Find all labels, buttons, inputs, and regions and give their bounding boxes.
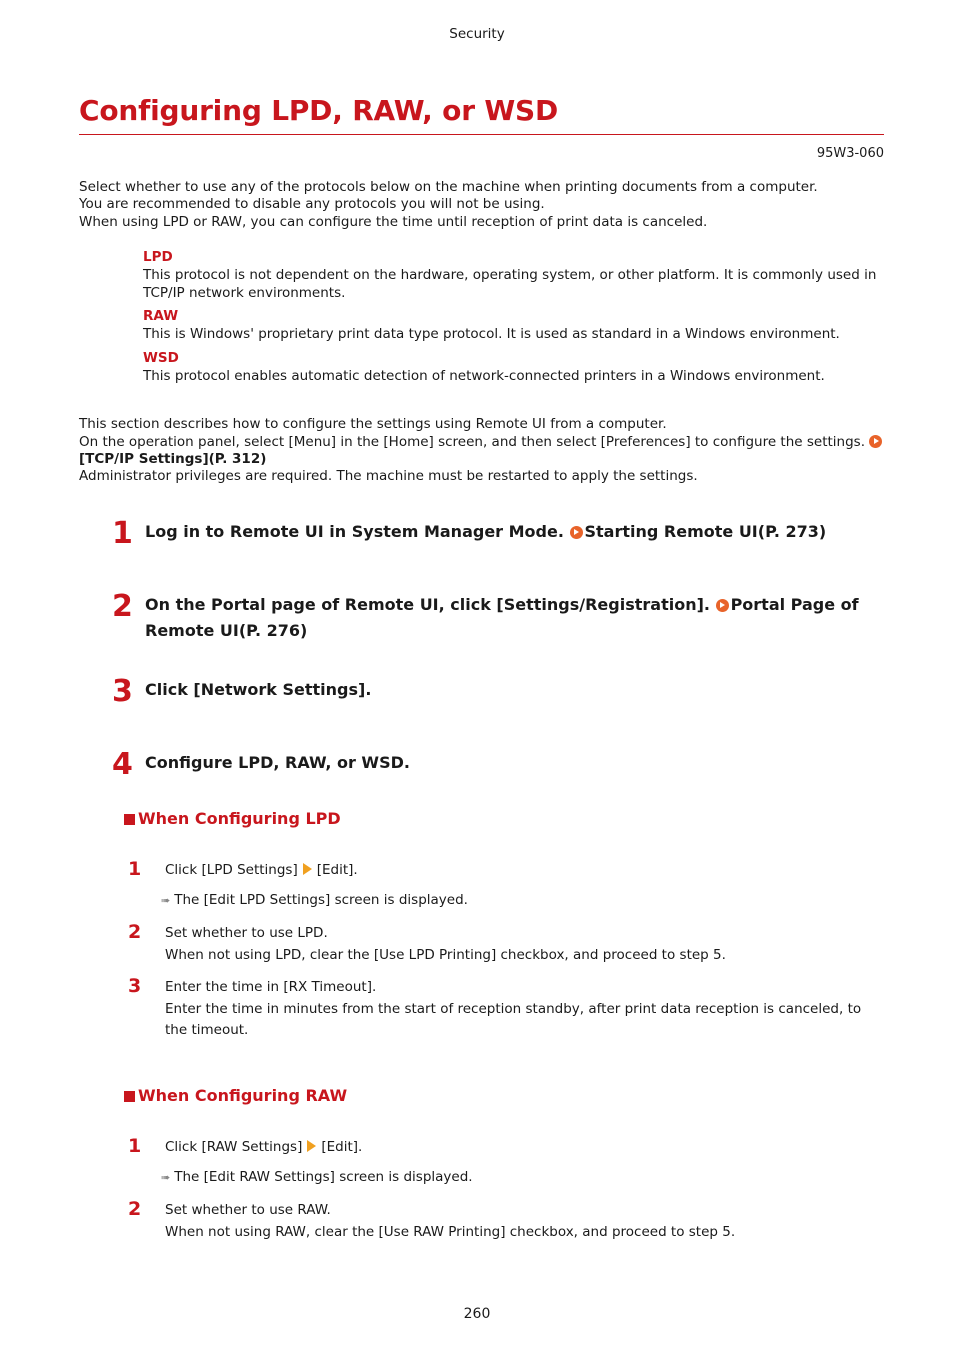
portal-page-link[interactable]: Portal Page of Remote UI(P. 276) (145, 595, 859, 640)
section-line-2-text: On the operation panel, select [Menu] in the [Home] screen, and then select [Preferences] to configure the settings. (79, 434, 866, 450)
raw-substep-1-a: Click [RAW Settings] (165, 1139, 303, 1155)
triangle-arrow-icon (303, 863, 312, 875)
intro-line-2: You are recommended to disable any protocols you will not be using. (79, 196, 545, 212)
lpd-result (161, 892, 468, 908)
term-wsd: WSD (143, 350, 179, 366)
link-arrow-icon (570, 526, 583, 539)
step-1 (145, 519, 865, 545)
step-number-4: 4 (112, 747, 133, 782)
square-bullet-icon (124, 1091, 135, 1102)
running-header: Security (449, 26, 505, 42)
page-title: Configuring LPD, RAW, or WSD (79, 94, 559, 127)
lpd-substep-number-3: 3 (128, 975, 142, 997)
title-rule (79, 134, 884, 135)
intro-line-3: When using LPD or RAW, you can configure the time until reception of print data is canceled. (79, 214, 708, 230)
step-number-1: 1 (112, 516, 133, 551)
step-2-text: On the Portal page of Remote UI, click [Settings/Registration]. (145, 595, 710, 614)
link-arrow-icon (869, 435, 882, 448)
lpd-heading (124, 809, 341, 828)
lpd-substep-1 (165, 860, 865, 882)
lpd-substep-3 (165, 977, 865, 1042)
term-lpd: LPD (143, 249, 173, 265)
lpd-substep-3-b: Enter the time in minutes from the start of reception standby, after print data reception is canceled, to the timeout. (165, 1000, 862, 1038)
starting-remote-ui-link[interactable]: Starting Remote UI(P. 273) (584, 522, 827, 541)
step-1-text: Log in to Remote UI in System Manager Mode. (145, 522, 564, 541)
section-line-1: This section describes how to configure the settings using Remote UI from a computer. (79, 416, 667, 432)
raw-substep-1-b: [Edit]. (321, 1139, 363, 1155)
raw-substep-2 (165, 1200, 865, 1243)
lpd-substep-2 (165, 923, 865, 966)
def-raw: This is Windows' proprietary print data type protocol. It is used as standard in a Windows environment. (143, 326, 840, 342)
raw-heading-text: When Configuring RAW (138, 1086, 348, 1105)
lpd-substep-1-b: [Edit]. (316, 862, 358, 878)
raw-substep-number-1: 1 (128, 1135, 142, 1157)
lpd-substep-1-a: Click [LPD Settings] (165, 862, 298, 878)
square-bullet-icon (124, 814, 135, 825)
step-4-text: Configure LPD, RAW, or WSD. (145, 753, 410, 772)
def-lpd: This protocol is not dependent on the hardware, operating system, or other platform. It is commonly used in TCP/IP network environments. (143, 267, 877, 301)
raw-heading (124, 1086, 347, 1105)
step-3-text: Click [Network Settings]. (145, 680, 372, 699)
step-number-2: 2 (112, 589, 133, 624)
section-line-3: Administrator privileges are required. The machine must be restarted to apply the settings. (79, 468, 698, 484)
result-arrow-icon: ➠ (161, 1171, 171, 1184)
link-arrow-icon (716, 599, 729, 612)
step-number-3: 3 (112, 674, 133, 709)
raw-result-text: The [Edit RAW Settings] screen is displayed. (174, 1169, 473, 1185)
raw-substep-number-2: 2 (128, 1198, 142, 1220)
document-id: 95W3-060 (816, 146, 884, 161)
lpd-substep-number-1: 1 (128, 858, 142, 880)
raw-substep-2-b: When not using RAW, clear the [Use RAW Printing] checkbox, and proceed to step 5. (165, 1223, 736, 1240)
triangle-arrow-icon (307, 1140, 316, 1152)
lpd-substep-3-a: Enter the time in [RX Timeout]. (165, 979, 377, 995)
tcpip-settings-link[interactable]: [TCP/IP Settings](P. 312) (79, 451, 267, 467)
page-number: 260 (463, 1306, 491, 1322)
def-wsd: This protocol enables automatic detection of network-connected printers in a Windows environment. (143, 368, 825, 384)
lpd-result-text: The [Edit LPD Settings] screen is displayed. (174, 892, 468, 908)
lpd-substep-2-b: When not using LPD, clear the [Use LPD Printing] checkbox, and proceed to step 5. (165, 946, 726, 963)
lpd-substep-number-2: 2 (128, 921, 142, 943)
term-raw: RAW (143, 308, 179, 324)
result-arrow-icon: ➠ (161, 894, 171, 907)
lpd-substep-2-a: Set whether to use LPD. (165, 925, 328, 941)
lpd-heading-text: When Configuring LPD (138, 809, 341, 828)
raw-substep-2-a: Set whether to use RAW. (165, 1202, 331, 1218)
intro-line-1: Select whether to use any of the protocols below on the machine when printing documents from a computer. (79, 179, 818, 195)
raw-substep-1 (165, 1137, 865, 1159)
section-line-2 (79, 434, 889, 452)
raw-result (161, 1169, 473, 1185)
step-2 (145, 592, 865, 644)
